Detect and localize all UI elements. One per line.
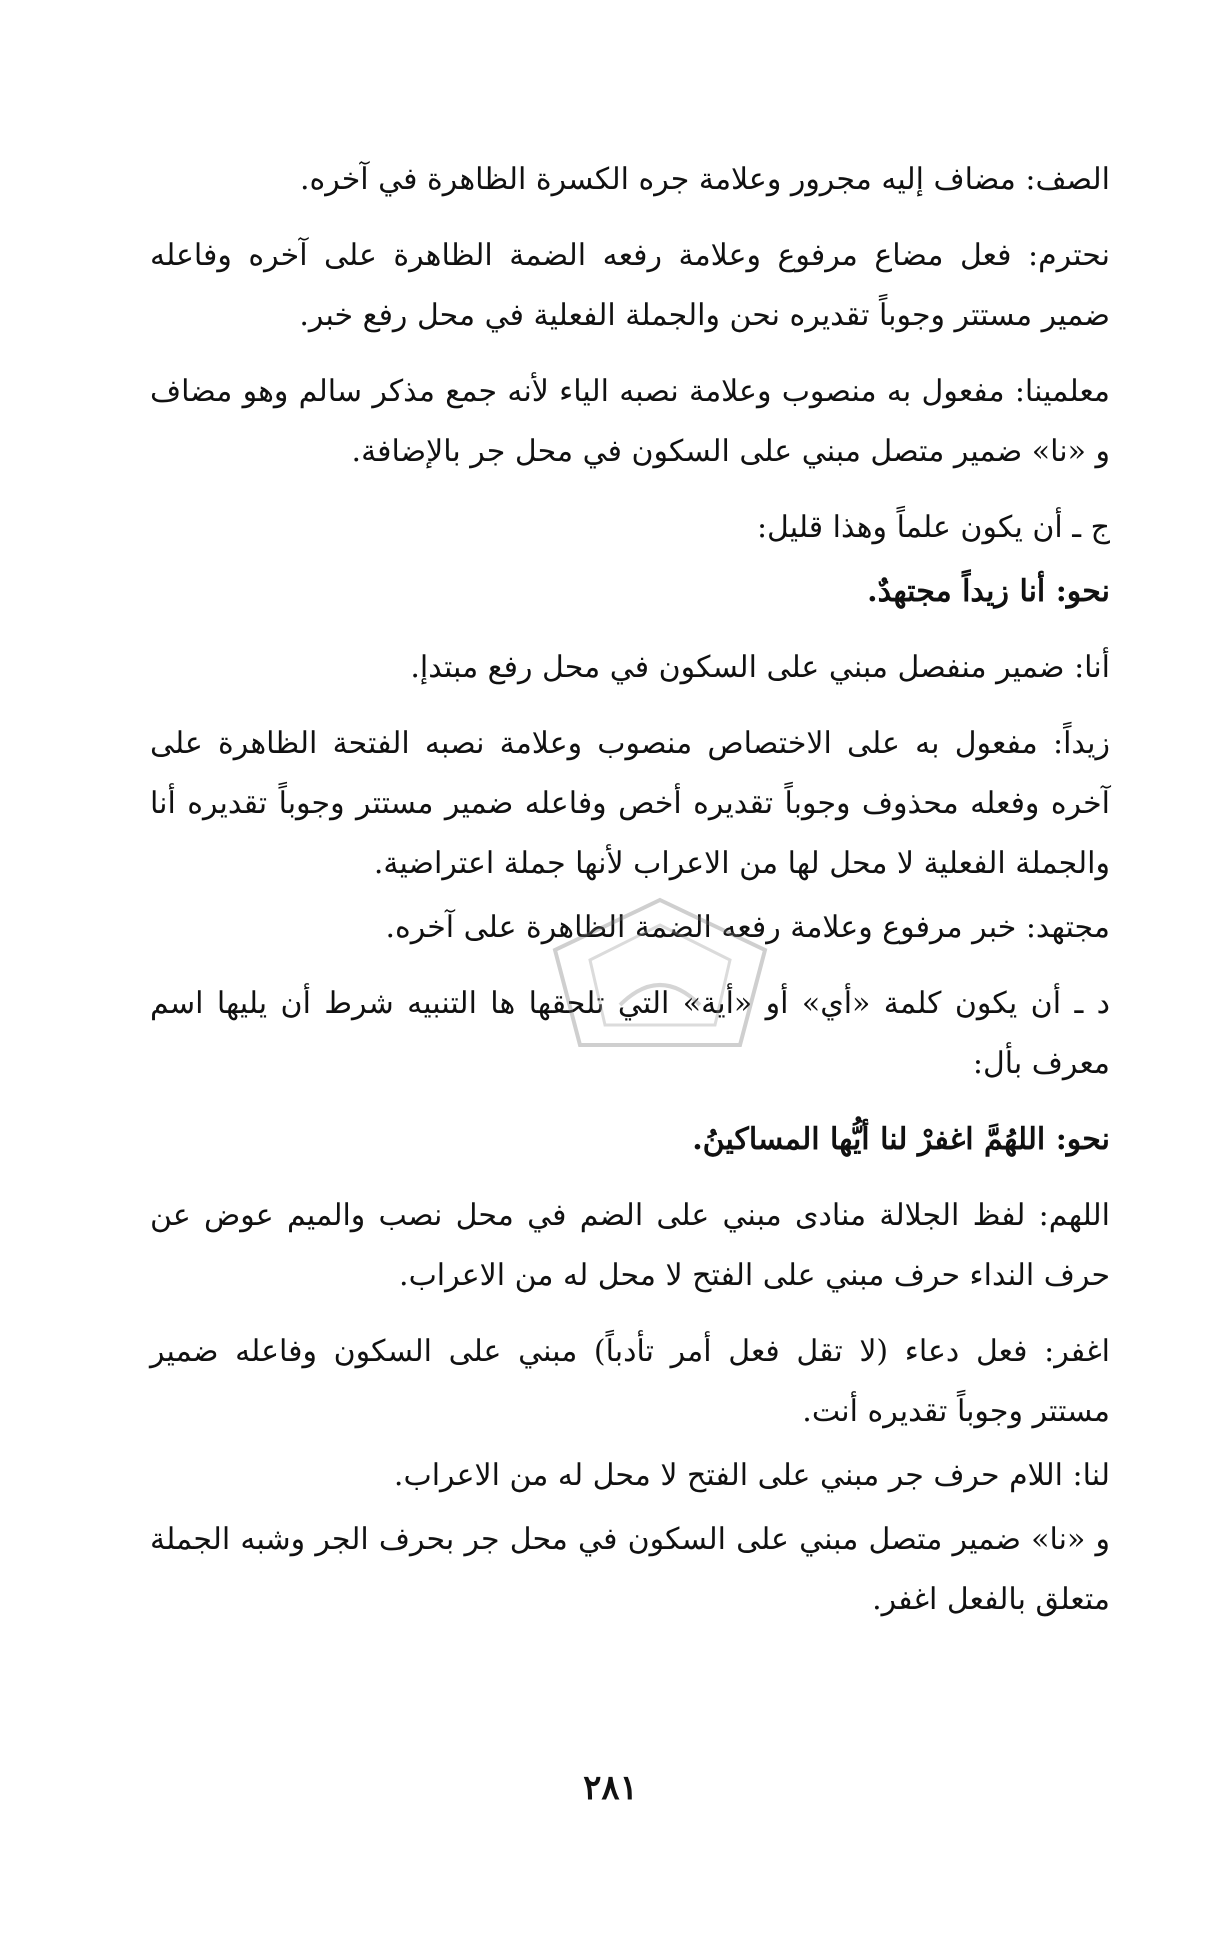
- section-heading-dal: د ـ أن يكون كلمة «أي» أو «أية» التي تلحقها ها التنبيه شرط أن يليها اسم معرف بأل:: [150, 986, 1110, 1081]
- paragraph-ighfir: اغفر: فعل دعاء (لا تقل فعل أمر تأدباً) مبني على السكون وفاعله ضمير مستتر وجوباً تقديره أنت.: [150, 1334, 1110, 1429]
- paragraph-lana: لنا: اللام حرف جر مبني على الفتح لا محل له من الاعراب.: [393, 1458, 1110, 1493]
- example-ana-zaydan: نحو: أنا زيداً مجتهدٌ.: [867, 574, 1110, 609]
- page-number: ٢٨١: [583, 1768, 638, 1808]
- example-allahumma: نحو: اللهُمَّ اغفرْ لنا أيُّها المساكينُ.: [692, 1122, 1110, 1157]
- paragraph-ana: أنا: ضمير منفصل مبني على السكون في محل رفع مبتدإ.: [410, 650, 1110, 685]
- paragraph-allahumma: اللهم: لفظ الجلالة منادى مبني على الضم في محل نصب والميم عوض عن حرف النداء حرف مبني على الفتح لا محل له من الاعراب.: [150, 1198, 1110, 1293]
- paragraph-zaydan: زيداً: مفعول به على الاختصاص منصوب وعلامة نصبه الفتحة الظاهرة على آخره وفعله محذوف وجوباً تقديره أخص وفاعله ضمير مستتر وجوباً تقديره أنا والجملة الفعلية لا محل لها من الاعراب لأنها جملة اعتراضية.: [150, 726, 1110, 881]
- paragraph-saff: الصف: مضاف إليه مجرور وعلامة جره الكسرة الظاهرة في آخره.: [299, 162, 1110, 197]
- paragraph-muallimina: معلمينا: مفعول به منصوب وعلامة نصبه الياء لأنه جمع مذكر سالم وهو مضاف و «نا» ضمير متصل مبني على السكون في محل جر بالإضافة.: [150, 374, 1110, 469]
- paragraph-nahtarim: نحترم: فعل مضاع مرفوع وعلامة رفعه الضمة الظاهرة على آخره وفاعله ضمير مستتر وجوباً تقديره نحن والجملة الفعلية في محل رفع خبر.: [150, 238, 1110, 333]
- paragraph-mujtahid: مجتهد: خبر مرفوع وعلامة رفعه الضمة الظاهرة على آخره.: [385, 910, 1110, 945]
- page-body: [150, 150, 1110, 1646]
- paragraph-na: و «نا» ضمير متصل مبني على السكون في محل جر بحرف الجر وشبه الجملة متعلق بالفعل اغفر.: [150, 1522, 1110, 1617]
- section-heading-jeem: ج ـ أن يكون علماً وهذا قليل:: [756, 510, 1110, 545]
